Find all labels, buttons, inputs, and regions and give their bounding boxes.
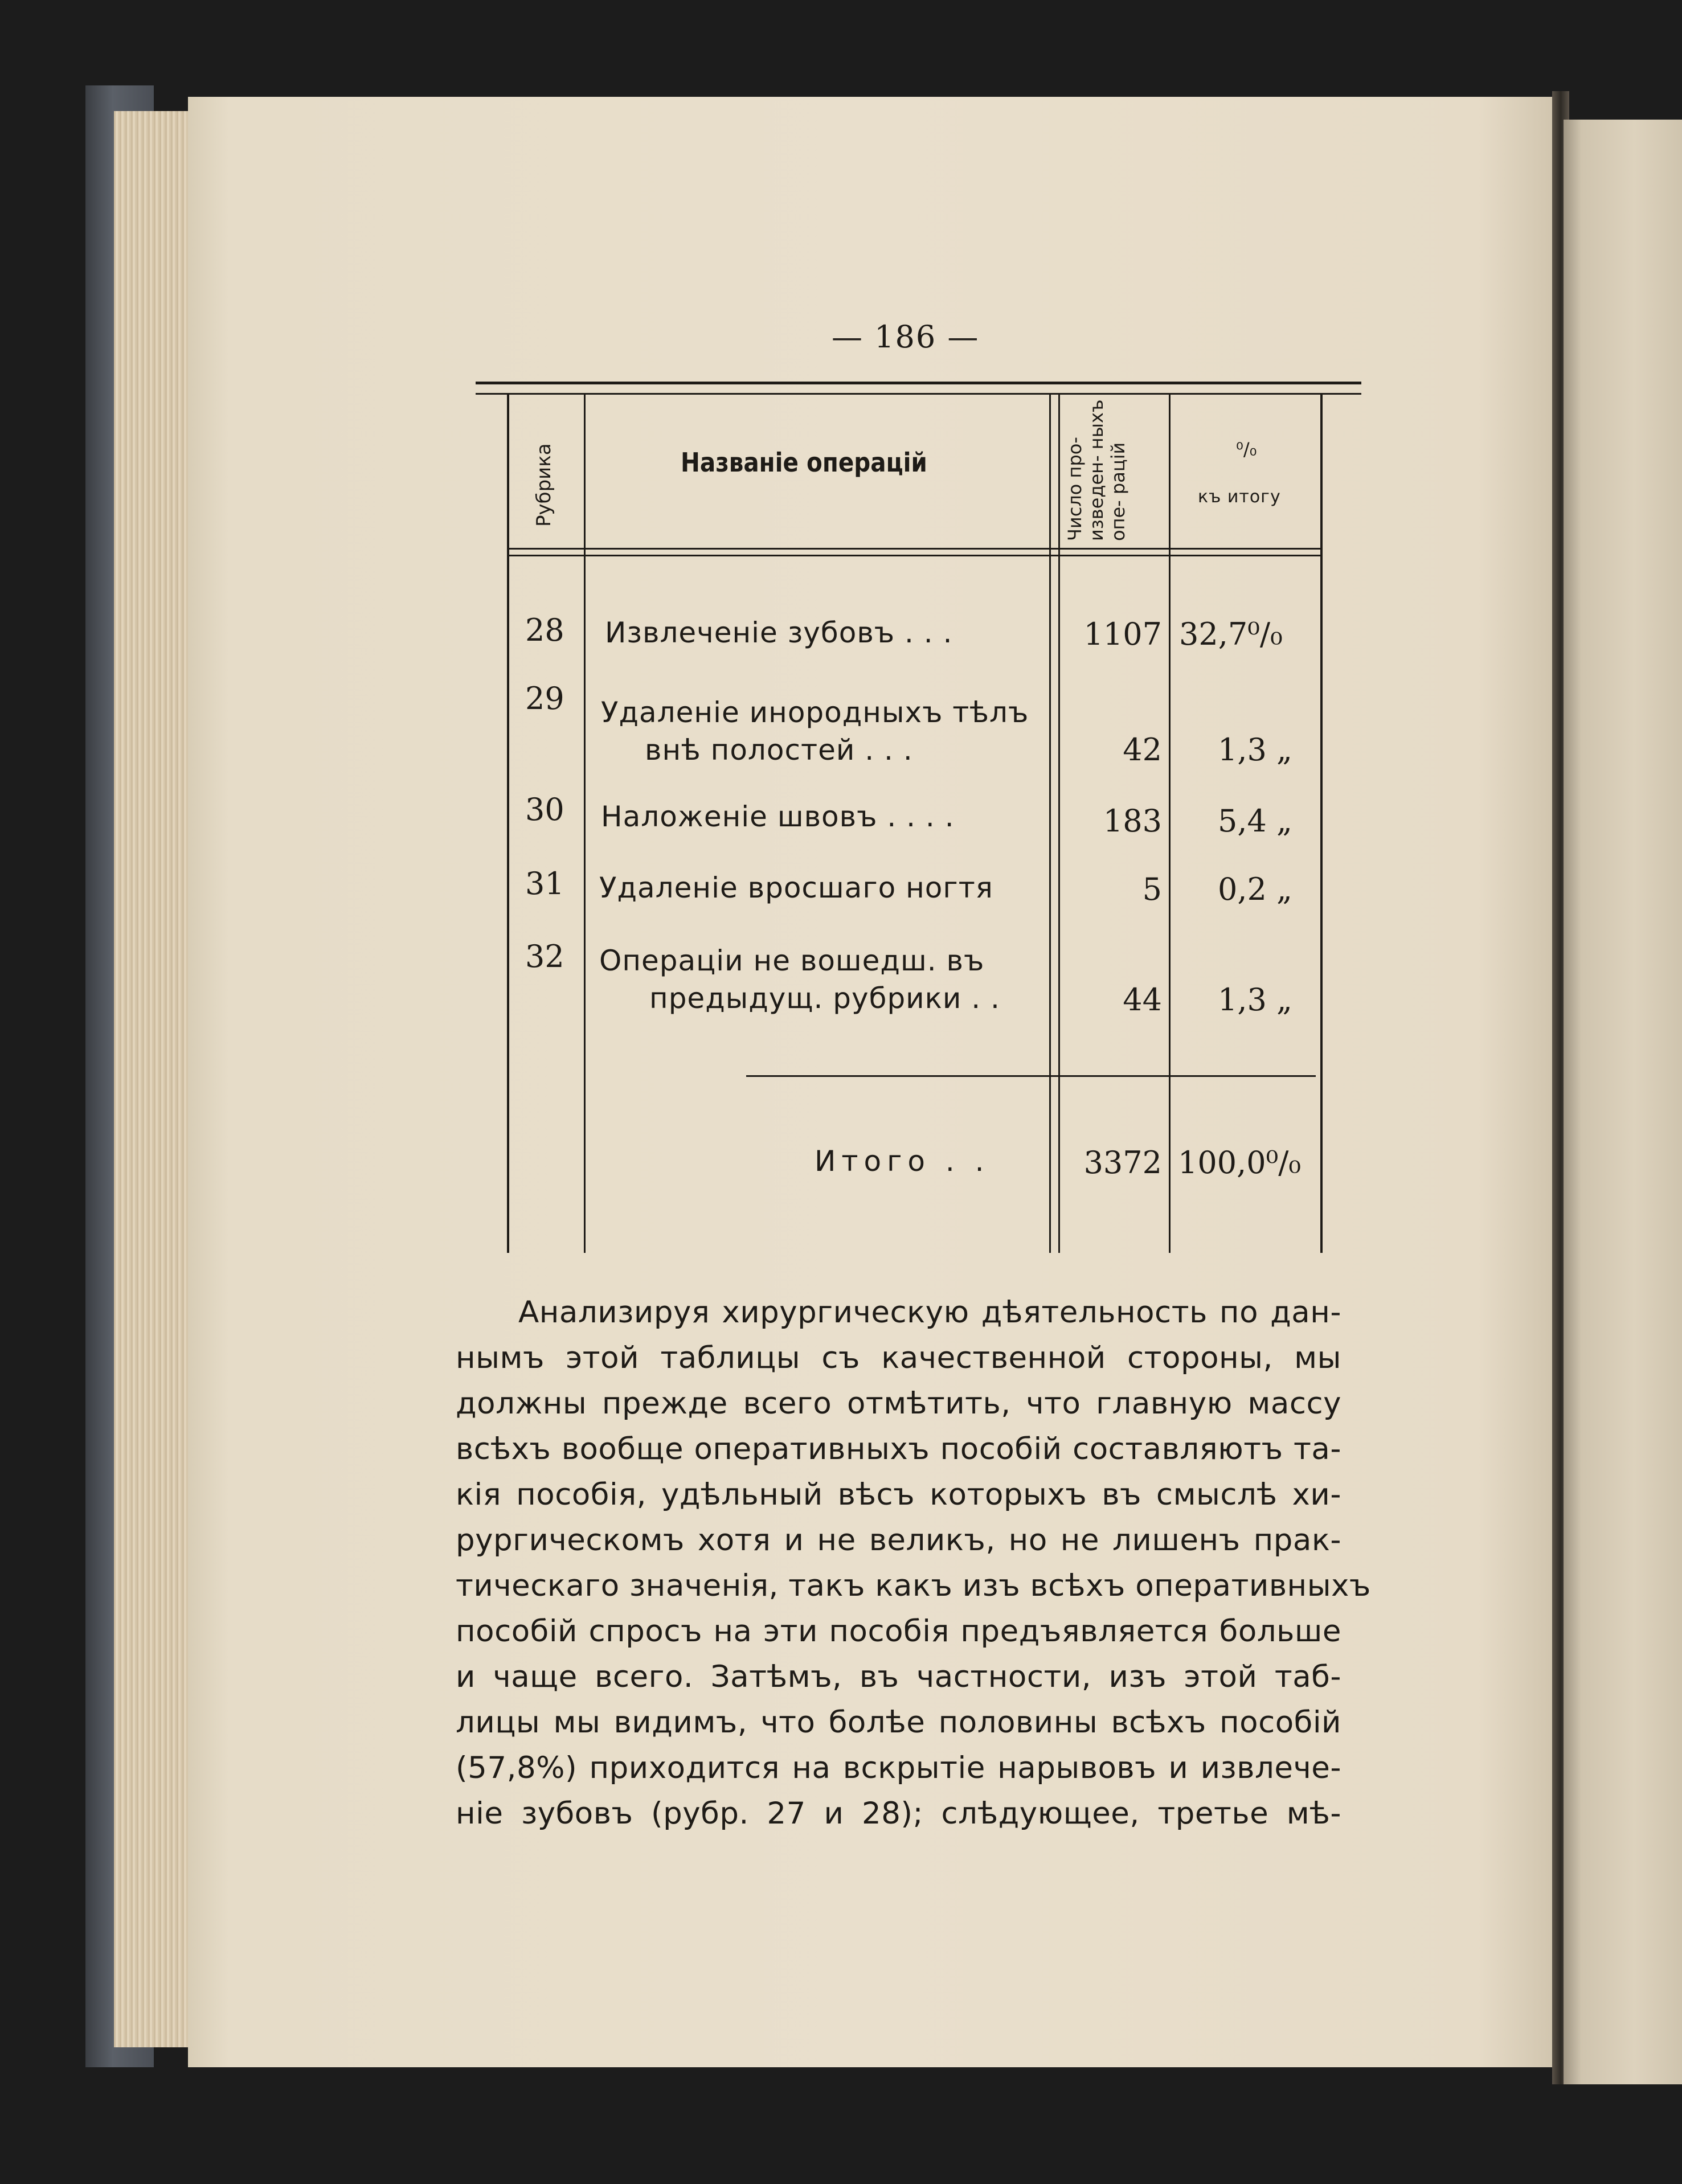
paragraph-line: лицы мы видимъ, что болѣе половины всѣхъ пособій	[456, 1705, 1341, 1740]
count-cell: 5	[1142, 871, 1162, 907]
total-rule	[746, 1075, 1316, 1077]
paragraph-line: должны прежде всего отмѣтить, что главную массу	[456, 1386, 1341, 1421]
rubric-cell: 29	[525, 681, 564, 716]
total-count: 3372	[1083, 1145, 1162, 1181]
column-divider	[1169, 393, 1171, 1253]
page-number: — 186 —	[832, 319, 980, 355]
column-divider	[584, 393, 586, 1253]
operation-name: Наложеніе швовъ . . . .	[601, 800, 955, 833]
paragraph-line: рургическомъ хотя и не великъ, но не лишенъ прак-	[456, 1523, 1341, 1558]
column-divider	[1049, 393, 1051, 1253]
header-rubric: Рубрика	[533, 443, 555, 527]
percent-cell: 32,7⁰/₀	[1179, 616, 1283, 652]
count-cell: 1107	[1083, 616, 1162, 652]
paragraph-line: тическаго значенія, такъ какъ изъ всѣхъ оперативныхъ	[456, 1568, 1371, 1603]
percent-cell: 1,3 „	[1218, 982, 1293, 1018]
paragraph-line: (57,8%) приходится на вскрытіе нарывовъ и извлече-	[456, 1751, 1341, 1785]
total-percent: 100,0⁰/₀	[1178, 1145, 1302, 1181]
paragraph-line: всѣхъ вообще оперативныхъ пособій составляютъ та-	[456, 1432, 1341, 1466]
paragraph-line: ніе зубовъ (рубр. 27 и 28); слѣдующее, третье мѣ-	[456, 1796, 1341, 1831]
rubric-cell: 30	[525, 792, 564, 827]
operation-name: Удаленіе вросшаго ногтя	[599, 871, 993, 904]
header-operation-count: Число про- изведен- ныхъ опе- рацій	[1064, 399, 1129, 541]
count-cell: 44	[1123, 982, 1162, 1018]
percent-cell: 0,2 „	[1218, 871, 1293, 907]
next-page-edge	[1564, 120, 1682, 2084]
paragraph-line: и чаще всего. Затѣмъ, въ частности, изъ этой таб-	[456, 1659, 1341, 1694]
paragraph-line: кія пособія, удѣльный вѣсъ которыхъ въ смыслѣ хи-	[456, 1477, 1341, 1512]
header-bottom-rule-2	[507, 555, 1321, 556]
table-top-rule	[476, 382, 1361, 384]
header-bottom-rule	[507, 548, 1321, 550]
operation-name-cont: внѣ полостей . . .	[645, 734, 913, 767]
header-percent-of-total: къ итогу	[1198, 487, 1281, 507]
operation-name: Операціи не вошедш. въ	[599, 944, 985, 977]
paragraph-line: нымъ этой таблицы съ качественной стороны, мы	[456, 1341, 1341, 1375]
rubric-cell: 28	[525, 612, 564, 648]
total-label: Итого . .	[815, 1145, 990, 1178]
operation-name-cont: предыдущ. рубрики . .	[649, 982, 1000, 1015]
page-edges	[114, 111, 194, 2047]
body-paragraph	[456, 1290, 1371, 1837]
percent-cell: 5,4 „	[1218, 803, 1293, 839]
rubric-cell: 31	[525, 866, 564, 902]
operation-name: Извлеченіе зубовъ . . .	[605, 616, 953, 649]
paragraph-line: пособій спросъ на эти пособія предъявляется больше	[456, 1614, 1341, 1649]
column-divider	[507, 393, 509, 1253]
count-cell: 42	[1123, 732, 1162, 768]
rubric-cell: 32	[525, 939, 564, 974]
table-top-rule-thin	[476, 393, 1361, 395]
header-operation-name: Названіе операцій	[681, 447, 927, 478]
header-percent-symbol: ⁰/₀	[1236, 439, 1257, 460]
count-cell: 183	[1103, 803, 1162, 839]
percent-cell: 1,3 „	[1218, 732, 1293, 768]
operation-name: Удаленіе инородныхъ тѣлъ	[601, 696, 1029, 729]
paragraph-line: Анализируя хирургическую дѣятельность по дан-	[518, 1295, 1341, 1330]
